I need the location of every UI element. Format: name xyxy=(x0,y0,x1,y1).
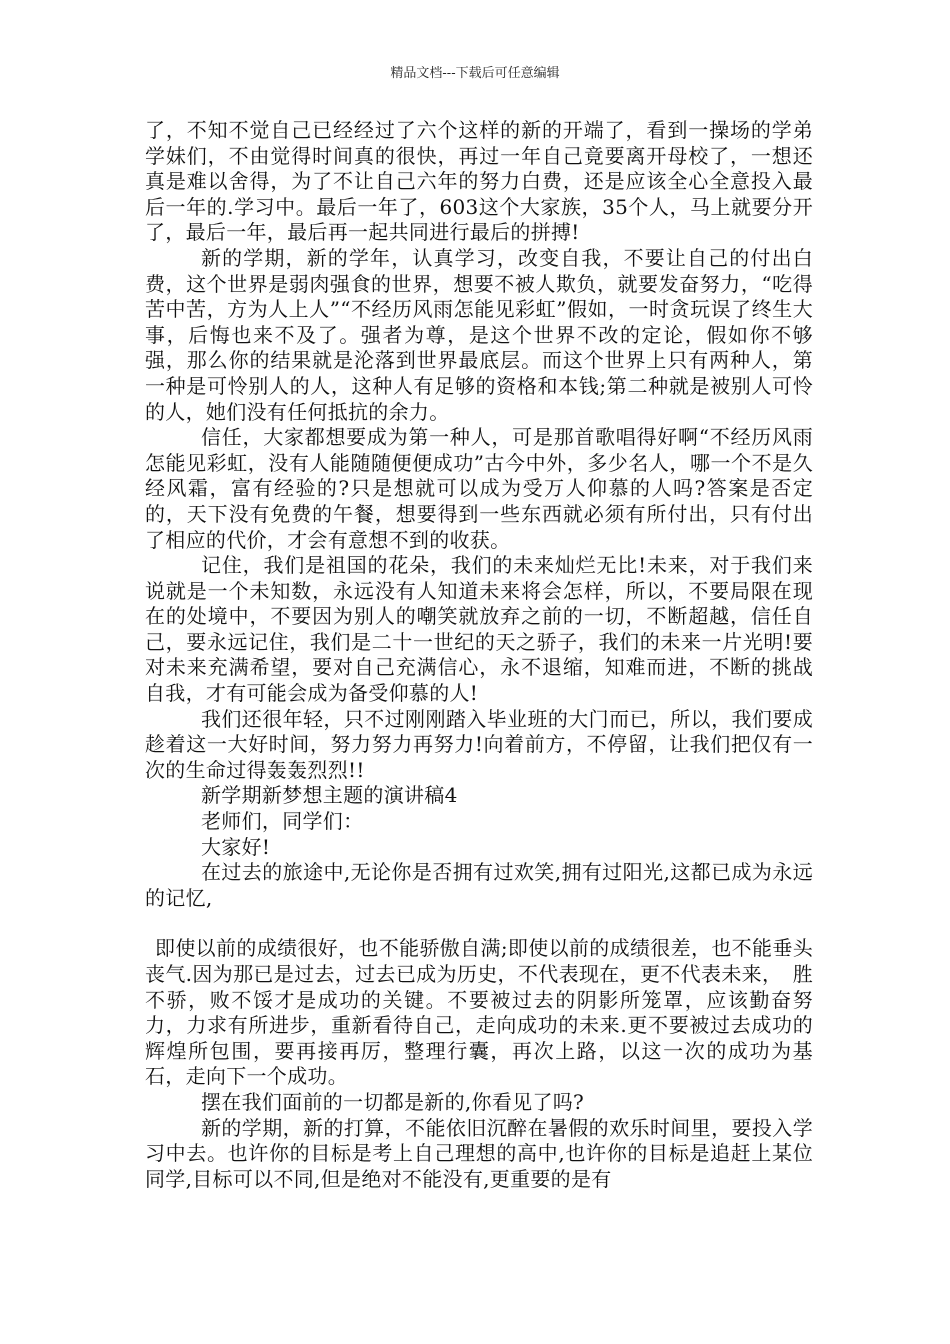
page-header: 精品文档---下载后可任意编辑 xyxy=(390,66,560,81)
paragraph-past-journey: 在过去的旅途中,无论你是否拥有过欢笑,拥有过阳光,这都已成为永远的记忆, xyxy=(145,860,813,910)
salutation-line: 老师们，同学们： xyxy=(201,809,364,834)
document-body xyxy=(145,118,813,1192)
paragraph-remember: 记住，我们是祖国的花朵，我们的未来灿烂无比!未来，对于我们来说就是一个未知数，永远没有人知道未来将会怎样，所以，不要局限在现在的处境中，不要因为别人的嘲笑就放弃之前的一切，不断超越，信任自己，要永远记住，我们是二十一世纪的天之骄子，我们的未来一片光明!要对未来充满希望，要对自己充满信心，永不退缩，知难而进，不断的挑战自我，才有可能会成为备受仰慕的人! xyxy=(145,553,813,706)
speech-title: 新学期新梦想主题的演讲稿4 xyxy=(201,783,458,808)
paragraph-new-semester: 新的学期，新的学年，认真学习，改变自我，不要让自己的付出白费，这个世界是弱肉强食的世界，想要不被人欺负，就要发奋努力，“吃得苦中苦，方为人上人”“不经历风雨怎能见彩虹”假如，一时贪玩误了终生大事，后悔也来不及了。强者为尊，是这个世界不改的定论，假如你不够强，那么你的结果就是沦落到世界最底层。而这个世界上只有两种人，第一种是可怜别人的人，这种人有足够的资格和本钱;第二种就是被别人可怜的人，她们没有任何抵抗的余力。 xyxy=(145,245,813,424)
paragraph-past-results: 即使以前的成绩很好，也不能骄傲自满;即使以前的成绩很差，也不能垂头丧气.因为那已是过去，过去已成为历史，不代表现在，更不代表未来， 胜不骄，败不馁才是成功的关键。不要被过去的阴影所笼罩，应该勤奋努力，力求有所进步，重新看待自己，走向成功的未来.更不要被过去成功的辉煌所包围，要再接再厉，整理行囊，再次上路，以这一次的成功为基石，走向下一个成功。 xyxy=(145,936,813,1089)
paragraph-trust: 信任，大家都想要成为第一种人，可是那首歌唱得好啊“不经历风雨怎能见彩虹，没有人能随随便便成功”古今中外，多少名人，哪一个不是久经风霜，富有经验的?只是想就可以成为受万人仰慕的人吗?答案是否定的，天下没有免费的午餐，想要得到一些东西就必须有所付出，只有付出了相应的代价，才会有意想不到的收获。 xyxy=(145,425,813,552)
paragraph-everything-new: 摆在我们面前的一切都是新的,你看见了吗? xyxy=(201,1089,585,1114)
paragraph-continuation: 了，不知不觉自己已经经过了六个这样的新的开端了，看到一操场的学弟学妹们，不由觉得时间真的很快，再过一年自己竟要离开母校了，一想还真是难以舍得，为了不让自己六年的努力白费，还是应该全心全意投入最后一年的.学习中。最后一年了，603这个大家族，35个人，马上就要分开了，最后一年，最后再一起共同进行最后的拼搏! xyxy=(145,118,813,245)
blank-line xyxy=(145,911,813,936)
greeting-line: 大家好! xyxy=(201,834,271,859)
paragraph-young: 我们还很年轻，只不过刚刚踏入毕业班的大门而已，所以，我们要成趁着这一大好时间，努力努力再努力!向着前方，不停留，让我们把仅有一次的生命过得轰轰烈烈!! xyxy=(145,706,813,782)
paragraph-new-plans: 新的学期，新的打算，不能依旧沉醉在暑假的欢乐时间里，要投入学习中去。也许你的目标是考上自己理想的高中,也许你的目标是追赶上某位同学,目标可以不同,但是绝对不能没有,更重要的是有 xyxy=(145,1115,813,1191)
